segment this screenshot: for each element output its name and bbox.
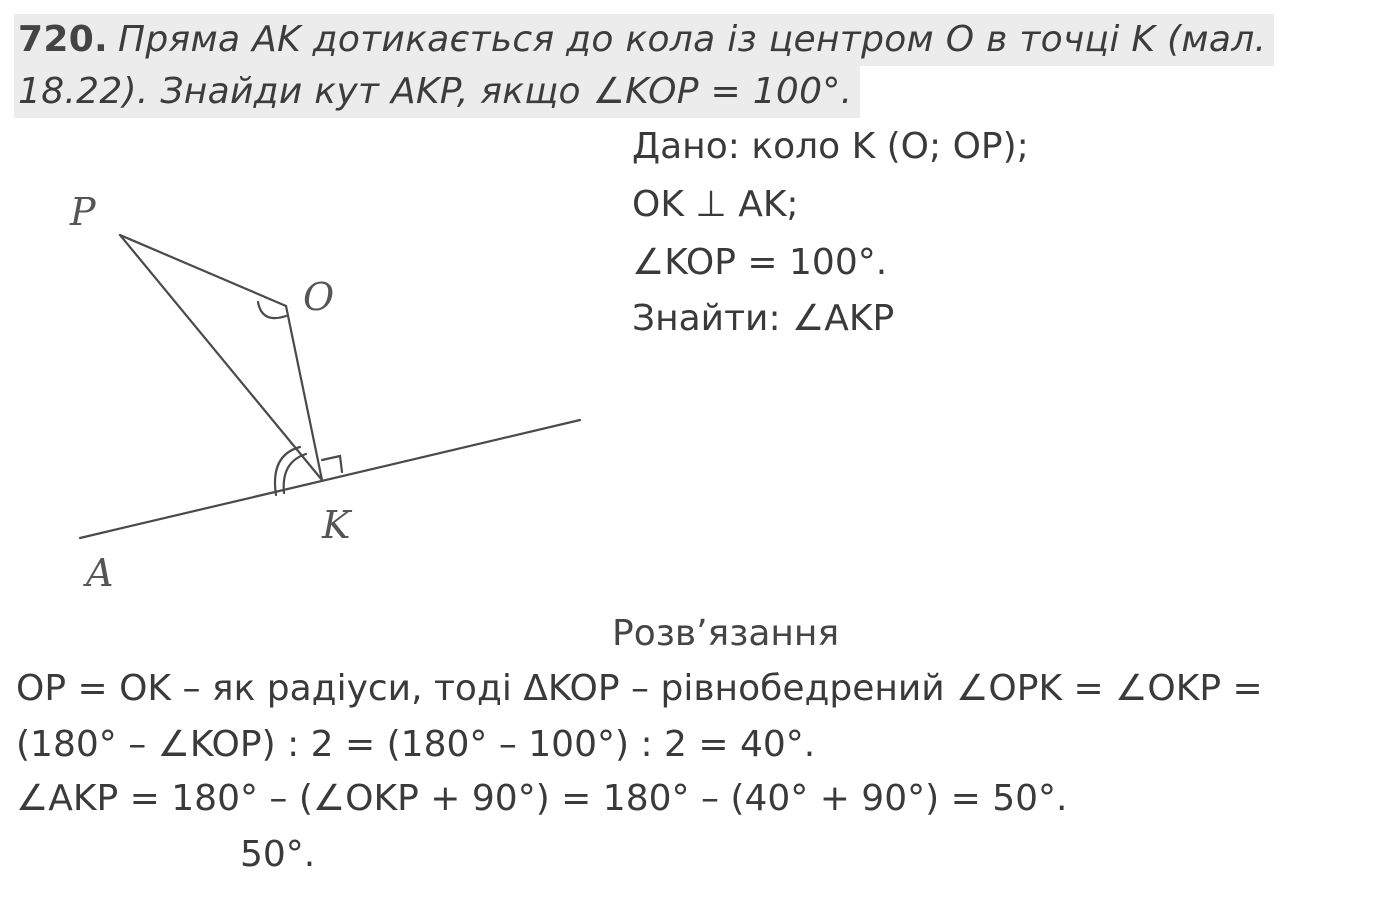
label-p: P xyxy=(70,190,96,234)
find-line: Знайти: ∠AKP xyxy=(632,298,895,339)
problem-text-line-1: Пряма AK дотикається до кола із центром O в точці K (мал. xyxy=(118,19,1267,60)
label-k: K xyxy=(322,503,351,547)
geometry-figure xyxy=(0,120,600,610)
solution-line-2: (180° – ∠KOP) : 2 = (180° – 100°) : 2 = 40°. xyxy=(16,724,816,765)
solution-title: Розв’язання xyxy=(612,613,840,654)
segment-pk xyxy=(120,235,322,480)
given-line-3: ∠KOP = 100°. xyxy=(632,242,888,283)
solution-line-3: ∠AKP = 180° – (∠OKP + 90°) = 180° – (40° + 90°) = 50°. xyxy=(16,778,1068,819)
given-line-1: Дано: коло K (O; OP); xyxy=(632,126,1029,167)
problem-text-line-2: 18.22). Знайди кут AKP, якщо ∠KOP = 100°. xyxy=(18,71,853,112)
right-angle-mark xyxy=(322,456,342,472)
answer: 50°. xyxy=(240,834,316,875)
given-line-2: OK ⊥ AK; xyxy=(632,184,799,225)
solution-line-1: OP = OK – як радіуси, тоді ΔKOP – рівнобедрений ∠OPK = ∠OKP = xyxy=(16,668,1263,709)
problem-statement-line-2 xyxy=(14,66,860,118)
segment-po xyxy=(120,235,286,306)
label-a: A xyxy=(86,551,114,595)
problem-number: 720. xyxy=(18,19,109,60)
problem-statement-line-1 xyxy=(14,14,1274,66)
label-o: O xyxy=(303,275,335,319)
